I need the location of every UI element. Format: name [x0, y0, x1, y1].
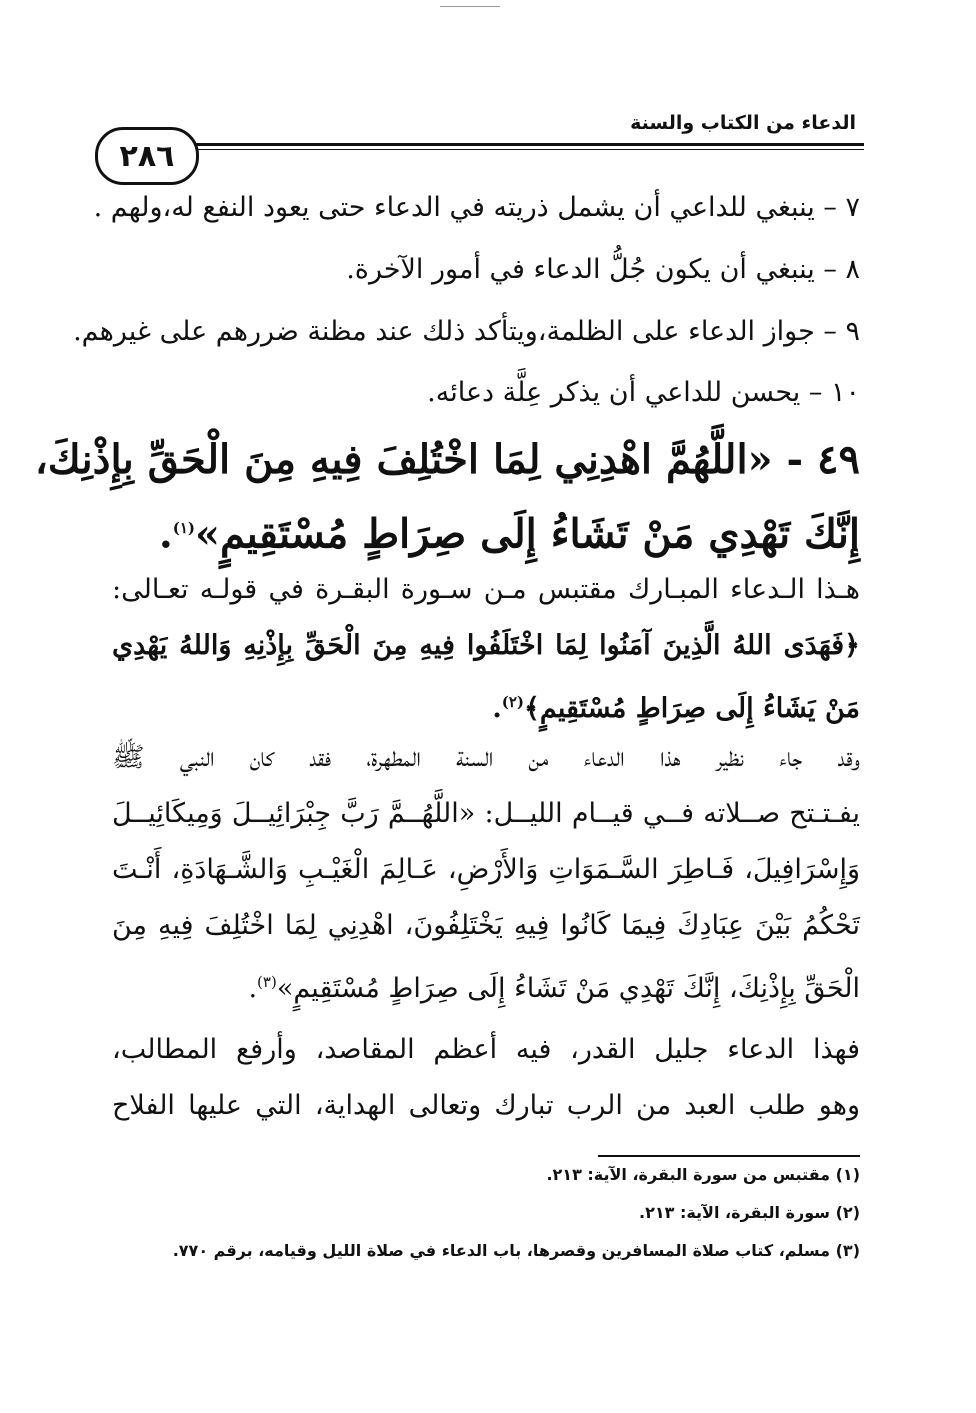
quran-verse-line-2	[492, 682, 860, 729]
quran-verse-end: .	[492, 693, 502, 724]
paragraph-3-line-2: وهو طلب العبد من الرب تبارك وتعالى الهداية، التي عليها الفلاح	[112, 1090, 860, 1121]
page-number: ٢٨٦	[95, 127, 199, 185]
paragraph-1-line-1: هـذا الـدعاء المبـارك مقتبس مـن سـورة البقـرة في قولـه تعـالى:	[112, 574, 860, 605]
benefit-8: ٨ – ينبغي أن يكون جُلُّ الدعاء في أمور الآخرة.	[346, 254, 860, 285]
running-header-title: الدعاء من الكتاب والسنة	[630, 112, 856, 134]
benefit-7: ٧ – ينبغي للداعي أن يشمل ذريته في الدعاء حتى يعود النفع له،ولهم .	[93, 192, 860, 223]
dua-heading-end: .	[158, 510, 173, 558]
paragraph-3-line-1: فهذا الدعاء جليل القدر، فيه أعظم المقاصد، وأرفع المطالب،	[112, 1034, 860, 1065]
footnote-3: (٣) مسلم، كتاب صلاة المسافرين وقصرها، باب الدعاء في صلاة الليل وقيامه، برقم ٧٧٠.	[172, 1241, 860, 1260]
benefit-9: ٩ – جواز الدعاء على الظلمة،ويتأكد ذلك عند مظنة ضررهم على غيرهم.	[73, 316, 860, 347]
quran-verse-line-1: ﴿فَهَدَى اللهُ الَّذِينَ آمَنُوا لِمَا اخْتَلَفُوا فِيهِ مِنَ الْحَقِّ بِإِذْنِهِ وَاللهُ يَهْدِي	[112, 630, 860, 661]
footnote-1: (١) مقتبس من سورة البقرة، الآية: ٢١٣.	[546, 1165, 860, 1184]
hadith-end: .	[248, 973, 258, 1004]
hadith-text: الْحَقِّ بِإِذْنِكَ، إِنَّكَ تَهْدِي مَنْ تَشَاءُ إِلَى صِرَاطٍ مُسْتَقِيمٍ»	[276, 973, 860, 1004]
top-mark	[440, 6, 500, 7]
footnote-ref-3: (٣)	[257, 973, 277, 991]
paragraph-2-line-1: وقد جاء نظير هذا الدعاء من السنة المطهرة، فقد كان النبي ﷺ	[112, 742, 860, 773]
paragraph-2-line-5	[248, 962, 860, 1009]
header-rule	[190, 143, 864, 146]
paragraph-2-line-3: وَإِسْرَافِيلَ، فَـاطِرَ السَّـمَوَاتِ وَالأَرْضِ، عَـالِمَ الْغَيْـبِ وَالشَّـهَادَةِ، أَنْـتَ	[112, 854, 860, 885]
paragraph-2-line-4: تَحْكُمُ بَيْنَ عِبَادِكَ فِيمَا كَانُوا فِيهِ يَخْتَلِفُونَ، اهْدِنِي لِمَا اخْتُلِفَ فِيهِ مِنَ	[112, 910, 860, 941]
dua-heading-line-1: ٤٩ - «اللَّهُمَّ اهْدِنِي لِمَا اخْتُلِفَ فِيهِ مِنَ الْحَقِّ بِإِذْنِكَ،	[34, 436, 860, 483]
dua-heading-line-2	[159, 498, 860, 564]
benefit-10: ١٠ – يحسن للداعي أن يذكر عِلَّة دعائه.	[427, 377, 860, 408]
footnote-separator	[598, 1155, 860, 1157]
quran-verse-text: مَنْ يَشَاءُ إِلَى صِرَاطٍ مُسْتَقِيمٍ﴾	[524, 693, 860, 724]
footnote-ref-1: (١)	[172, 519, 196, 537]
paragraph-2-line-2: يفـتـتح صــلاته فــي قيــام الليــل: «اللَّهُــمَّ رَبَّ جِبْرَائِيــلَ وَمِيكَائِيــلَ	[112, 798, 860, 829]
dua-heading-text: إِنَّكَ تَهْدِي مَنْ تَشَاءُ إِلَى صِرَاطٍ مُسْتَقِيمٍ»	[195, 510, 860, 558]
header-rule-thin	[190, 149, 864, 150]
footnote-ref-2: (٢)	[501, 693, 525, 711]
footnote-2: (٢) سورة البقرة، الآية: ٢١٣.	[639, 1203, 860, 1222]
